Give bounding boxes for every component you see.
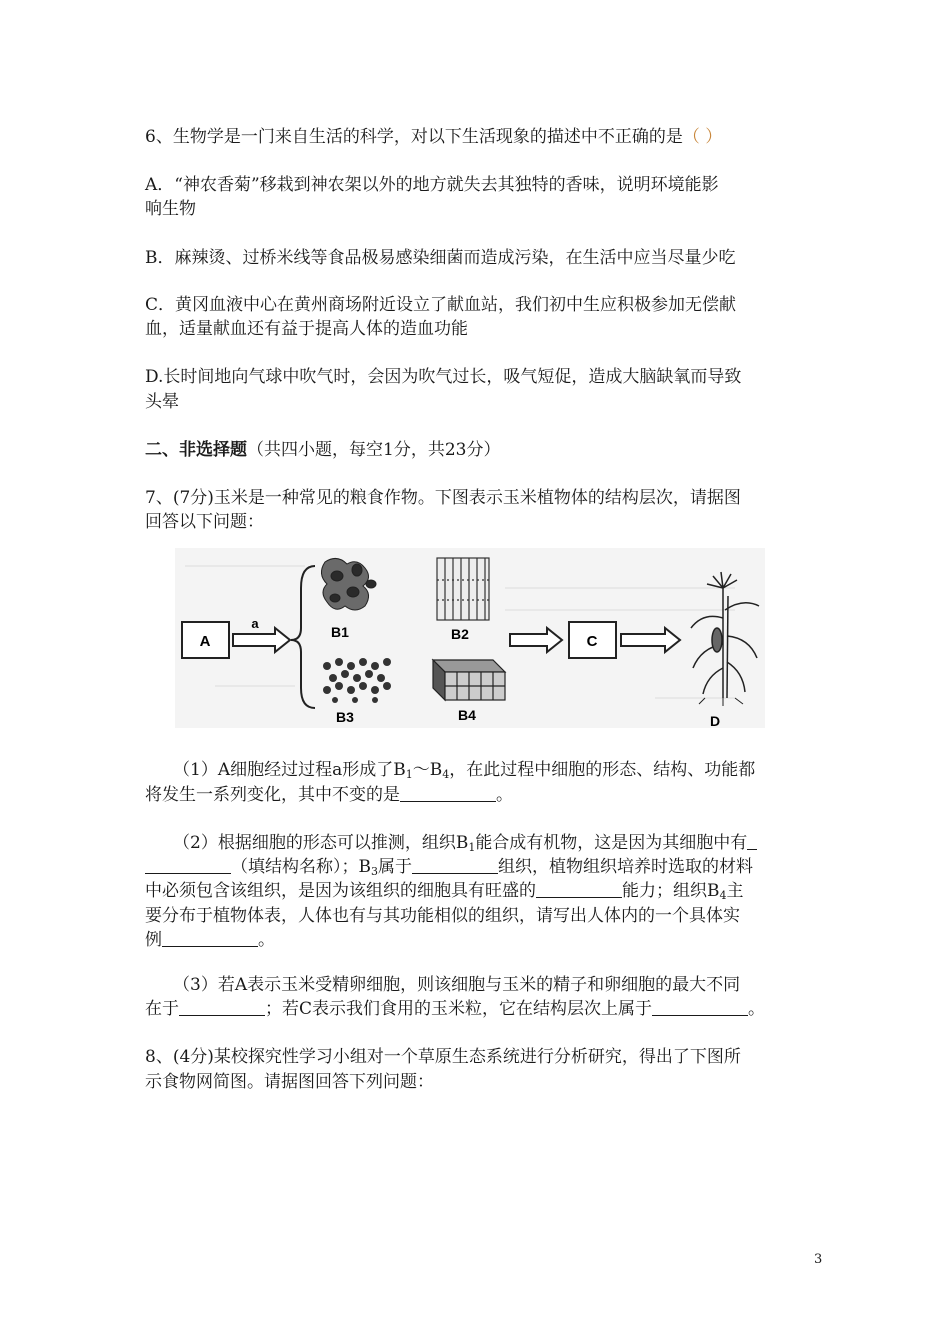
q6-stem	[145, 126, 722, 148]
q7-p2-text-2a: （填结构名称）；B	[231, 857, 371, 877]
q7-part3-line2	[145, 998, 765, 1020]
q7-p3-text-2b: ；若C表示我们食用的玉米粒，它在结构层次上属于	[265, 999, 653, 1019]
q7-p1-text-c: ，在此过程中细胞的形态、结构、功能都	[449, 760, 756, 780]
q7-p2-text-3c: 主	[726, 881, 744, 901]
q7-p2-text-3a: 中必须包含该组织，是因为该组织的细胞具有旺盛的	[145, 881, 536, 901]
section-title: 二、非选择题	[145, 440, 247, 460]
q6-option-a-line2: 响生物	[145, 199, 196, 219]
q7-p2-text-5a: 例	[145, 930, 162, 950]
q7-part2-line1	[173, 832, 757, 859]
q7-part1-line1	[173, 759, 755, 786]
section-heading	[145, 439, 500, 461]
answer-blank[interactable]	[412, 856, 498, 874]
q6-option-d-line1: D.长时间地向气球中吹气时，会因为吹气过长，吸气短促，造成大脑缺氧而导致	[145, 367, 742, 387]
label-b4: B4	[458, 707, 476, 723]
q7-p2-text-a: （2）根据细胞的形态可以推测，组织B	[173, 833, 469, 853]
q7-part2-line2	[145, 856, 753, 883]
answer-parentheses: （ ）	[682, 127, 723, 147]
q6-option-a-line1: A．“神农香菊”移栽到神农架以外的地方就失去其独特的香味，说明环境能影	[145, 175, 719, 195]
structure-levels-figure	[175, 548, 765, 728]
q7-p2-sub4: 4	[719, 889, 727, 902]
label-b3: B3	[336, 709, 354, 725]
q7-p2-text-b: 能合成有机物，这是因为其细胞中有	[475, 833, 748, 853]
q7-p1-sub4: 4	[442, 768, 450, 781]
q6-stem-text: 6、生物学是一门来自生活的科学，对以下生活现象的描述中不正确的是	[145, 127, 683, 147]
label-b2: B2	[451, 626, 469, 642]
label-b1: B1	[331, 624, 349, 640]
q7-p1-line2-end: 。	[496, 785, 513, 805]
q7-p2-text-2b: 属于	[378, 857, 412, 877]
q7-p2-text-5end: 。	[258, 930, 275, 950]
label-d: D	[709, 713, 721, 728]
q7-stem-line1: 7、(7分)玉米是一种常见的粮食作物。下图表示玉米植物体的结构层次，请据图	[145, 488, 741, 508]
tissue-b4-image	[433, 660, 505, 700]
q6-option-c-line1: C．黄冈血液中心在黄州商场附近设立了献血站，我们初中生应积极参加无偿献	[145, 295, 737, 315]
q6-option-d-line2: 头晕	[145, 392, 179, 412]
q8-stem-line1: 8、(4分)某校探究性学习小组对一个草原生态系统进行分析研究，得出了下图所	[145, 1047, 741, 1067]
q6-option-b: B．麻辣烫、过桥米线等食品极易感染细菌而造成污染，在生活中应当尽量少吃	[145, 248, 736, 268]
label-c: C	[586, 633, 598, 650]
q8-stem-line2: 示食物网简图。请据图回答下列问题：	[145, 1072, 434, 1092]
q7-p2-sub1: 1	[468, 841, 476, 854]
tissue-b2-image	[437, 558, 489, 620]
q7-p3-text-2end: 。	[748, 999, 766, 1019]
q7-part1-line2	[145, 784, 513, 806]
q7-p2-text-2c: 组织，植物组织培养时选取的材料	[498, 857, 753, 877]
q7-p2-sub3: 3	[371, 865, 378, 878]
answer-blank[interactable]	[179, 998, 265, 1016]
answer-blank[interactable]	[536, 880, 622, 898]
q7-p3-text-2a: 在于	[145, 999, 179, 1019]
label-a: A	[199, 633, 211, 650]
page-number: 3	[814, 1252, 823, 1267]
answer-blank[interactable]	[145, 856, 231, 874]
q7-p1-text-b: ～B	[412, 760, 443, 780]
answer-blank[interactable]	[400, 784, 496, 802]
q7-stem-line2: 回答以下问题：	[145, 512, 264, 532]
q7-p1-text-a: （1）A细胞经过过程a形成了B	[173, 760, 406, 780]
q6-option-c-line2: 血，适量献血还有益于提高人体的造血功能	[145, 319, 468, 339]
q7-part2-line3	[145, 880, 744, 907]
q7-part2-line5	[145, 929, 275, 951]
q7-part2-line4: 要分布于植物体表，人体也有与其功能相似的组织，请写出人体内的一个具体实	[145, 906, 740, 926]
q7-p1-line2-text: 将发生一系列变化，其中不变的是	[145, 785, 400, 805]
q7-p1-sub1: 1	[405, 768, 413, 781]
section-note: （共四小题，每空1分，共23分）	[247, 440, 501, 460]
label-process-a: a	[251, 616, 259, 631]
answer-blank[interactable]	[652, 998, 748, 1016]
q7-part3-line1: （3）若A表示玉米受精卵细胞，则该细胞与玉米的精子和卵细胞的最大不同	[173, 975, 741, 995]
answer-blank[interactable]	[747, 832, 757, 850]
q7-p2-text-3b: 能力；组织B	[622, 881, 720, 901]
answer-blank[interactable]	[162, 929, 258, 947]
